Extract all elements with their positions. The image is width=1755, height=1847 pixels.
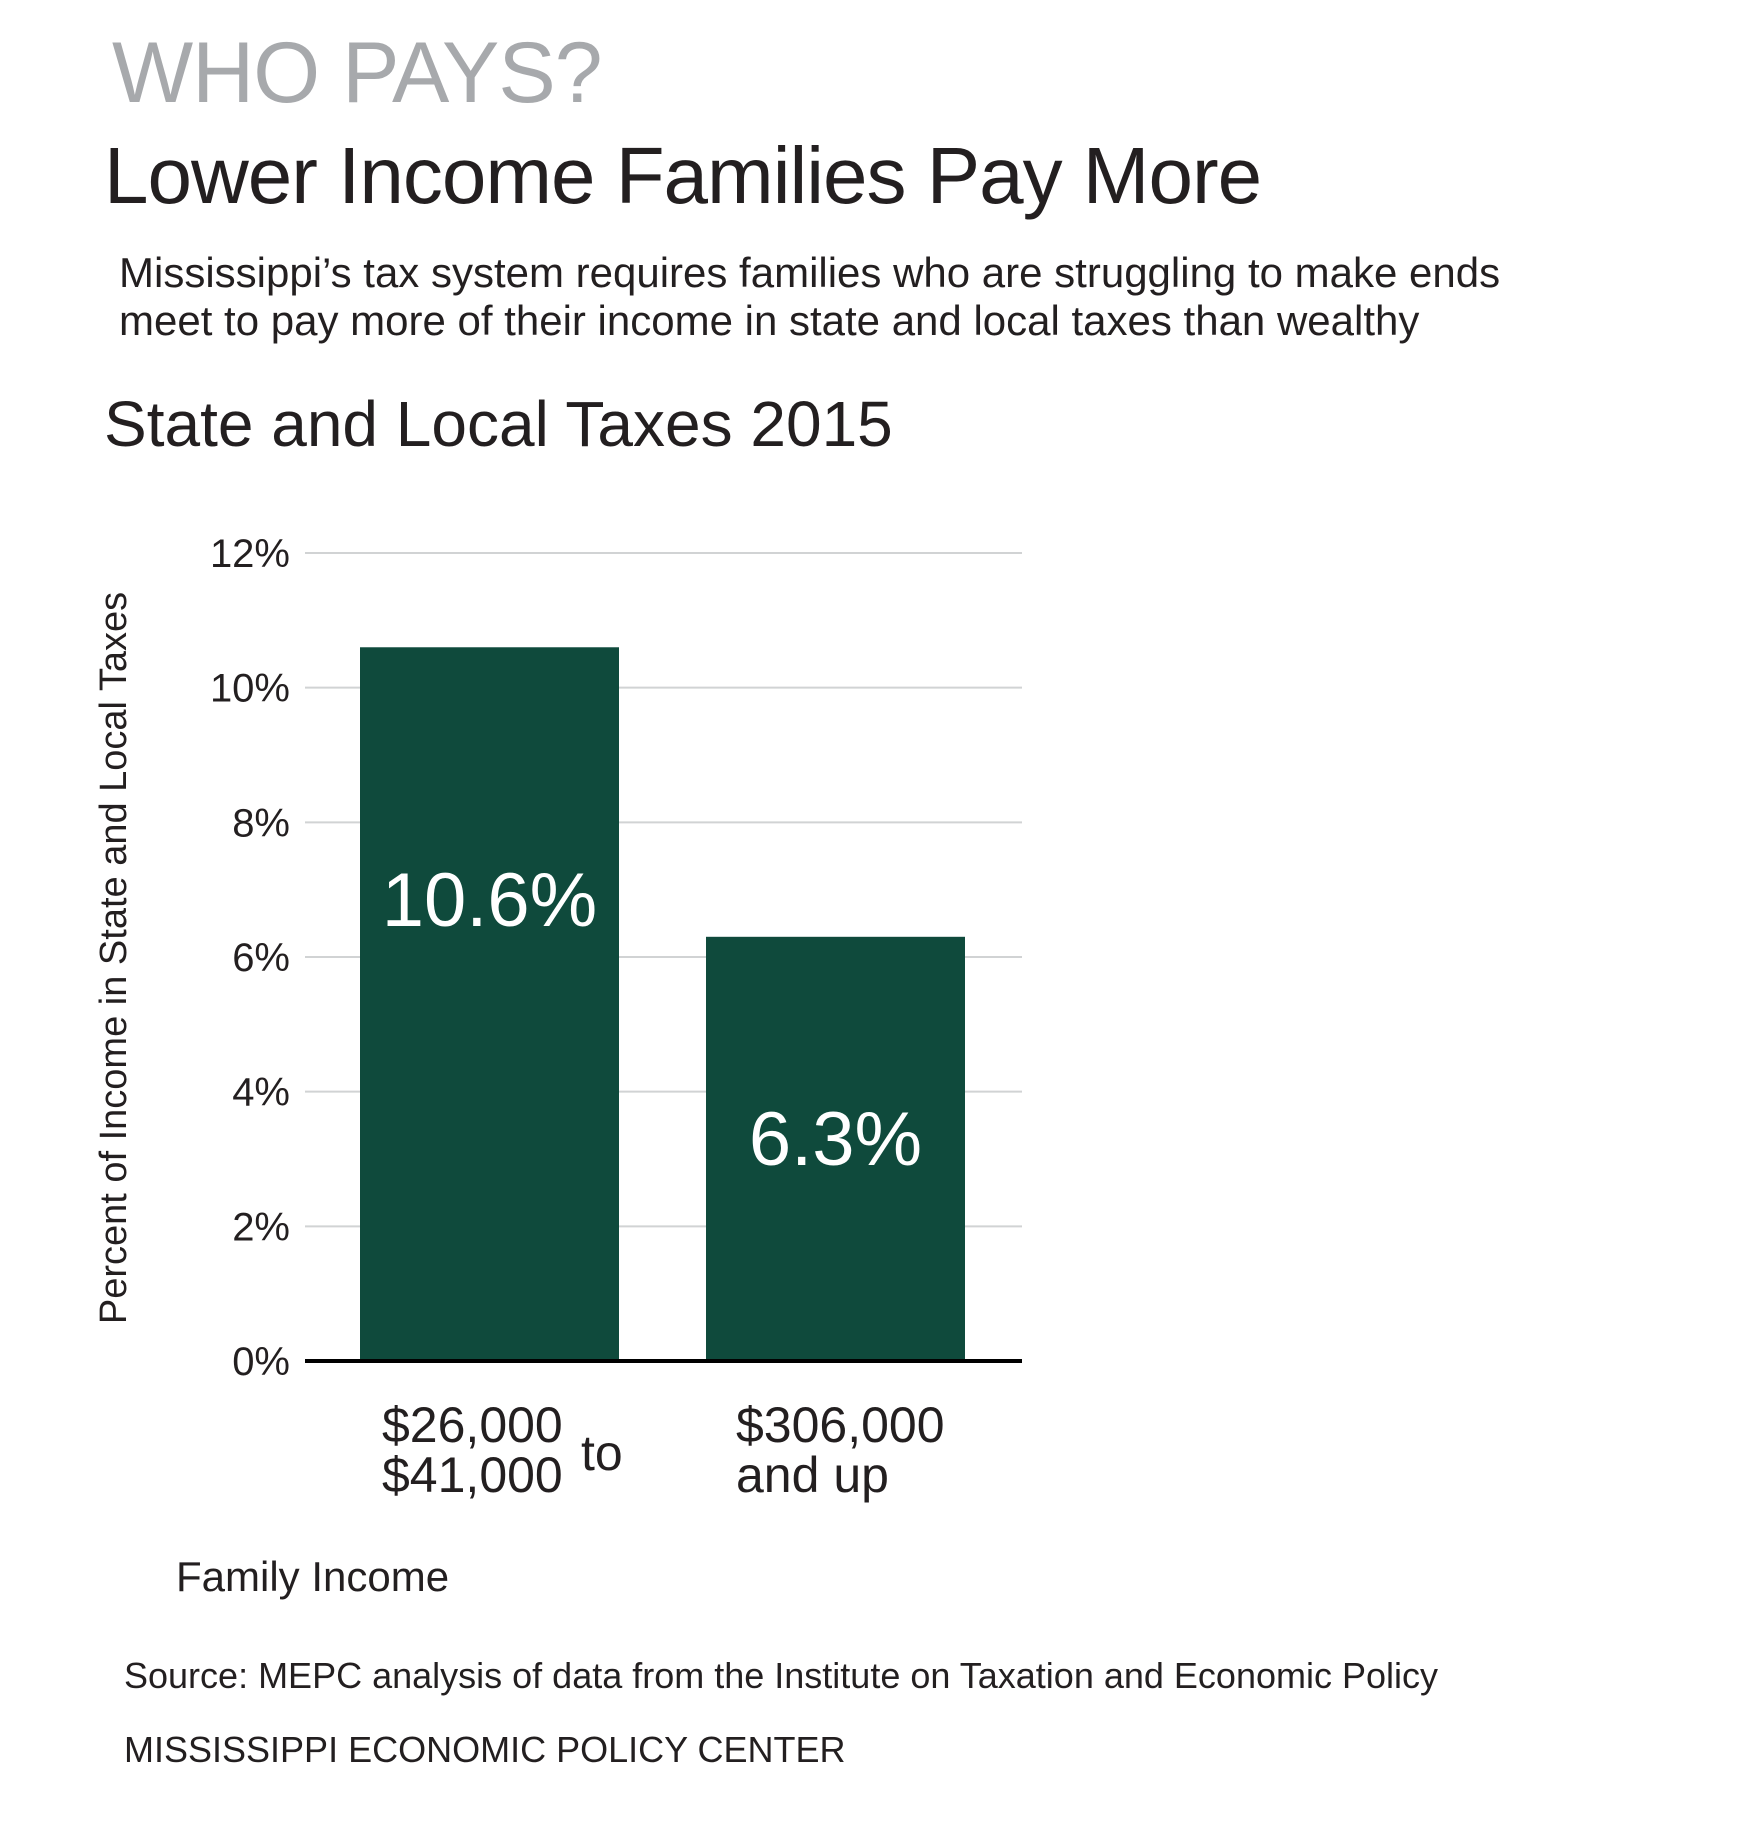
bar-value-label: 6.3% bbox=[748, 1097, 923, 1182]
bar-value-label: 10.6% bbox=[381, 858, 598, 943]
y-tick-label: 0% bbox=[232, 1340, 290, 1384]
y-tick-label: 4% bbox=[232, 1070, 290, 1115]
subtitle-line: Mississippi’s tax system requires families who are struggling to make ends bbox=[119, 249, 1501, 296]
x-category-label: $26,000 bbox=[382, 1397, 563, 1453]
x-category-label: $41,000 bbox=[382, 1447, 563, 1503]
source-note: Source: MEPC analysis of data from the Institute on Taxation and Economic Policy bbox=[124, 1655, 1438, 1696]
x-axis-label: Family Income bbox=[176, 1553, 450, 1600]
y-ticks bbox=[210, 532, 290, 1384]
y-axis-label: Percent of Income in State and Local Taxes bbox=[93, 591, 135, 1325]
organization-name: MISSISSIPPI ECONOMIC POLICY CENTER bbox=[124, 1729, 846, 1770]
y-tick-label: 12% bbox=[209, 532, 290, 576]
bar bbox=[360, 647, 619, 1361]
chart-title: State and Local Taxes 2015 bbox=[104, 388, 893, 460]
subtitle-line: meet to pay more of their income in state and local taxes than wealthy bbox=[119, 297, 1420, 344]
kicker-title: WHO PAYS? bbox=[112, 25, 602, 121]
x-category-label: $306,000 bbox=[736, 1397, 945, 1453]
x-category-label: to bbox=[581, 1425, 623, 1481]
x-categories bbox=[382, 1397, 945, 1503]
headline: Lower Income Families Pay More bbox=[104, 131, 1262, 220]
y-tick-label: 2% bbox=[232, 1205, 290, 1250]
x-category-label: and up bbox=[736, 1447, 889, 1503]
bars bbox=[360, 647, 965, 1361]
y-tick-label: 6% bbox=[232, 936, 290, 980]
y-tick-label: 10% bbox=[209, 666, 290, 711]
y-tick-label: 8% bbox=[232, 801, 290, 846]
